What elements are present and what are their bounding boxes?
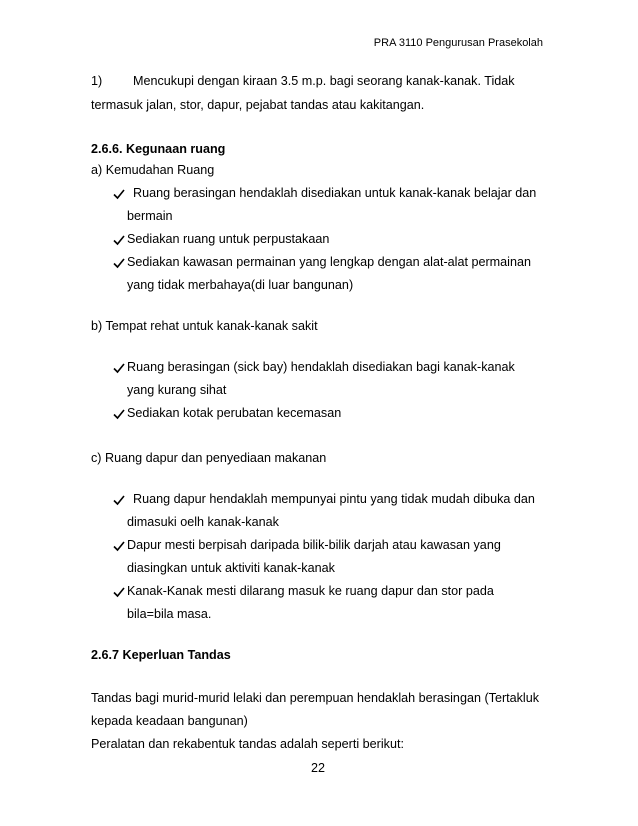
section-heading-2-6-6: 2.6.6. Kegunaan ruang — [91, 142, 226, 156]
list-item: Dapur mesti berpisah daripada bilik-bilik darjah atau kawasan yang — [127, 538, 501, 552]
list-item: Ruang dapur hendaklah mempunyai pintu yang tidak mudah dibuka dan — [133, 492, 535, 506]
paragraph-line: Peralatan dan rekabentuk tandas adalah seperti berikut: — [91, 737, 404, 751]
check-icon — [112, 361, 126, 375]
list-item-continuation: yang kurang sihat — [127, 383, 227, 397]
paragraph-line: Tandas bagi murid-murid lelaki dan perempuan hendaklah berasingan (Tertakluk — [91, 691, 540, 705]
list-item-continuation: bermain — [127, 209, 173, 223]
check-icon — [112, 233, 126, 247]
page-header: PRA 3110 Pengurusan Prasekolah — [373, 37, 543, 49]
check-icon — [112, 493, 126, 507]
check-icon — [112, 407, 126, 421]
list-item-continuation: yang tidak merbahaya(di luar bangunan) — [127, 278, 354, 292]
page-number: 22 — [311, 761, 326, 775]
list-item-continuation: diasingkan untuk aktiviti kanak-kanak — [127, 561, 335, 575]
list-item: Ruang berasingan hendaklah disediakan untuk kanak-kanak belajar dan — [133, 186, 537, 200]
check-icon — [112, 256, 126, 270]
paragraph-line: kepada keadaan bangunan) — [91, 714, 248, 728]
subsection-c-label: c) Ruang dapur dan penyediaan makanan — [91, 451, 327, 465]
intro-number: 1) — [91, 74, 103, 88]
intro-line-1: Mencukupi dengan kiraan 3.5 m.p. bagi seorang kanak-kanak. Tidak — [133, 74, 515, 88]
list-item: Sediakan ruang untuk perpustakaan — [127, 232, 330, 246]
subsection-a-label: a) Kemudahan Ruang — [91, 163, 215, 177]
list-item-continuation: bila=bila masa. — [127, 607, 212, 621]
list-item: Kanak-Kanak mesti dilarang masuk ke ruang dapur dan stor pada — [127, 584, 494, 598]
list-item: Sediakan kawasan permainan yang lengkap dengan alat-alat permainan — [127, 255, 531, 269]
check-icon — [112, 187, 126, 201]
list-item-continuation: dimasuki oelh kanak-kanak — [127, 515, 279, 529]
intro-line-2: termasuk jalan, stor, dapur, pejabat tandas atau kakitangan. — [91, 98, 425, 112]
check-icon — [112, 585, 126, 599]
list-item: Ruang berasingan (sick bay) hendaklah disediakan bagi kanak-kanak — [127, 360, 515, 374]
section-heading-2-6-7: 2.6.7 Keperluan Tandas — [91, 648, 231, 662]
check-icon — [112, 539, 126, 553]
subsection-b-label: b) Tempat rehat untuk kanak-kanak sakit — [91, 319, 318, 333]
list-item: Sediakan kotak perubatan kecemasan — [127, 406, 342, 420]
